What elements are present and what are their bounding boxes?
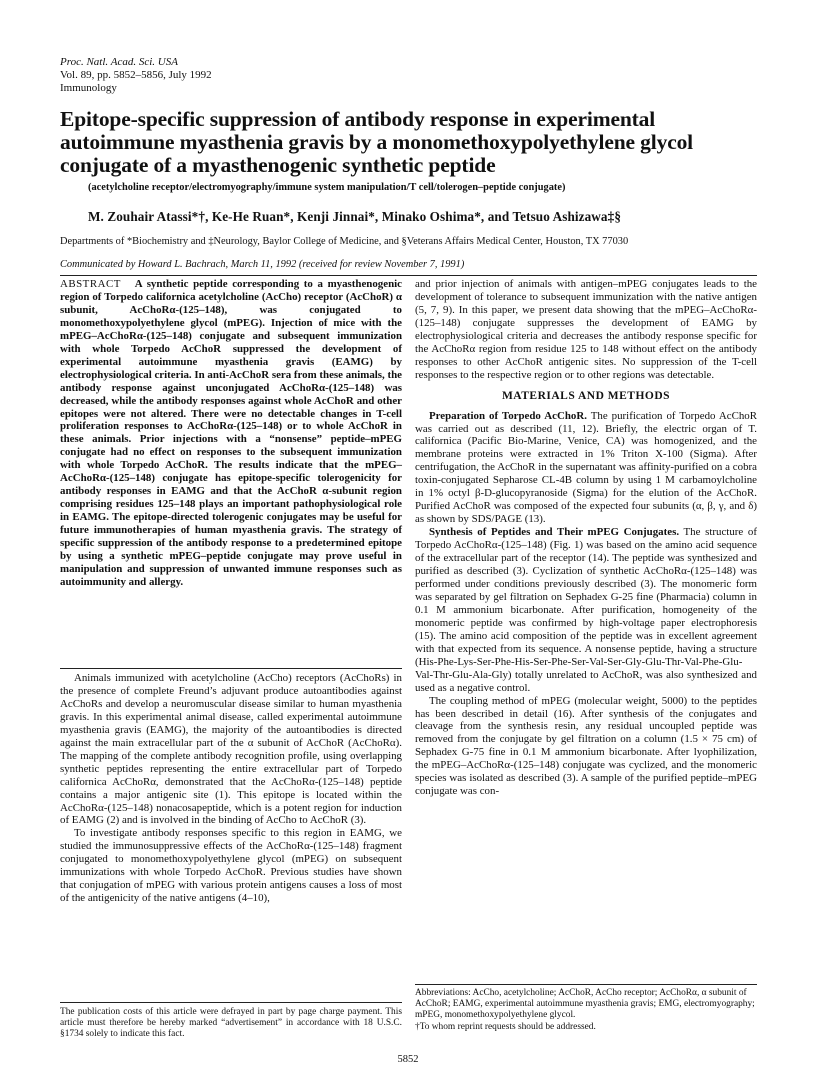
affiliation: Departments of *Biochemistry and ‡Neurology, Baylor College of Medicine, and §Veterans Affairs Medical Center, Houston, TX 77030	[60, 236, 629, 247]
abbreviations-note: Abbreviations: AcCho, acetylcholine; AcChoR, AcCho receptor; AcChoRα, α subunit of AcChoR; EAMG, experimental autoimmune myasthenia gravis; EMG, electromyography; mPEG, monomethoxypolyethylene glycol.	[415, 988, 755, 1021]
abstract-text: A synthetic peptide corresponding to a myasthenogenic region of Torpedo californica acetylcholine (AcCho) receptor (AcChoR) α subunit, AcChoRα-(125–148), was conjugated to monomethoxypolyethylene glycol (mPEG). Injection of mice with the mPEG–AcChoRα-(125–148) conjugate and subsequent immunization with whole Torpedo AcChoR suppressed the development of experimental autoimmune myasthenia gravis (EAMG) by electrophysiological criteria. In anti-AcChoR sera from these animals, the antibody response against unconjugated AcChoRα-(125–148) was decreased, while the antibody responses against whole AcChoR and other epitopes were not altered. There were no detectable changes in T-cell proliferation responses to AcChoRα-(125–148) or to whole AcChoR in these animals. Prior injections with a “nonsense” peptide–mPEG conjugate had no effect on responses to the subsequent immunization with whole Torpedo AcChoR. The results indicate that the mPEG–AcChoRα-(125–148) conjugate has epitope-specific tolerogenicity for antibody responses in EAMG and that the AcChoR α-subunit region comprising residues 125–148 plays an important pathophysiological role in EAMG. The epitope-directed tolerogenic conjugates may be useful for future immunotherapies of human myasthenia gravis. The strategy of specific suppression of the antibody response to a predetermined epitope by using a synthetic mPEG–peptide conjugate may prove useful in manipulation and suppression of unwanted immune responses such as autoimmunity and allergy.	[60, 278, 402, 588]
footnote-rule-left	[60, 1002, 402, 1003]
coupling-paragraph: The coupling method of mPEG (molecular weight, 5000) to the peptides has been described in detail (16). After synthesis of the conjugates and cleavage from the synthesis resin, any residual uncoupled peptide was removed from the conjugate by gel filtration on a column (1.5 × 75 cm) of Sephadex G-75 fine in 0.1 M ammonium bicarbonate. After lyophilization, the mPEG–AcChoRα-(125–148) conjugate was cyclized, and the monomeric species was isolated as described (3). A sample of the purified peptide–mPEG conjugate was con-	[415, 694, 757, 798]
prep-text: The purification of Torpedo AcChoR was carried out as described (11, 12). Briefly, the electric organ of T. californica (Pacific Bio-Marine, Venice, CA) was homogenized, and the membrane proteins were extracted in 1% Triton X-100 (Sigma). After centrifugation, the AcChoR in the supernatant was affinity-purified on a cobra toxin-conjugated Sepharose CL-4B column by using 1 M carbamoylcholine in 1% octyl β-D-glucopyranoside (Sigma) for the elution of the AcChoR. Purified AcChoR was composed of the expected four subunits (α, β, γ, and δ) as shown by SDS/PAGE (13).	[415, 409, 757, 526]
prep-heading: Preparation of Torpedo AcChoR.	[429, 409, 587, 422]
journal-header	[60, 56, 212, 95]
volume-line: Vol. 89, pp. 5852–5856, July 1992	[60, 69, 212, 81]
synth-heading: Synthesis of Peptides and Their mPEG Conjugates.	[429, 526, 680, 539]
author-list: M. Zouhair Atassi*†, Ke-He Ruan*, Kenji Jinnai*, Minako Oshima*, and Tetsuo Ashizawa‡§	[88, 209, 622, 224]
methods-heading: MATERIALS AND METHODS	[501, 389, 671, 402]
header-rule	[60, 275, 757, 276]
intro-paragraph-1: Animals immunized with acetylcholine (AcCho) receptors (AcChoRs) in the presence of complete Freund’s adjuvant produce autoantibodies against AcChoRs and develop a neuromuscular disease similar to human myasthenia gravis. In this experimental animal disease, called experimental autoimmune myasthenia gravis (EAMG), the majority of the autoantibodies is directed against the main extracellular part of the α subunit of AcChoR (AcChoRα). The mapping of the complete antibody recognition profile, using overlapping synthetic peptides representing the entire extracellular part of Torpedo californica AcChoRα, demonstrated that the AcChoRα-(125–148) peptide contains a major antigenic site (1). This epitope is located within the AcChoRα-(125–148) nonacosapeptide, which is a potent region for induction of EAMG (2) and is involved in the binding of AcCho to AcChoR (3).	[60, 672, 402, 827]
intro-paragraph-2: To investigate antibody responses specific to this region in EAMG, we studied the immunosuppressive effects of the AcChoRα-(125–148) fragment conjugated to monomethoxypolyethylene glycol (mPEG) on subsequent immunizations with whole Torpedo AcChoR. Previous studies have shown that conjugation of mPEG with various protein antigens causes a loss of most of the antigenicity of the native antigens (4–10),	[60, 827, 402, 905]
article-title: Epitope-specific suppression of antibody response in experimental autoimmune myasthenia gravis by a monomethoxypolyethylene glycol conjugate of a myasthenogenic synthetic peptide	[60, 107, 694, 177]
intro-continued: and prior injection of animals with antigen–mPEG conjugates leads to the development of tolerance to subsequent immunization with the native antigen (5, 7, 9). In this paper, we present data showing that the mPEG–AcChoRα-(125–148) conjugate suppresses the development of EAMG by electrophysiological criteria and decreases the antibody response specific for the AcChoRα region from residue 125 to 148 without effect on the antibody responses to other AcChoR antigenic sites. No suppression of the T-cell responses to the respective region or to other regions was detectable.	[415, 278, 757, 381]
publication-cost-note: The publication costs of this article were defrayed in part by page charge payment. This article must therefore be hereby marked “advertisement” in accordance with 18 U.S.C. §1734 solely to indicate this fact.	[60, 1007, 402, 1040]
communicated-line: Communicated by Howard L. Bachrach, March 11, 1992 (received for review November 7, 1991)	[60, 259, 465, 270]
abstract-heading: ABSTRACT	[60, 278, 121, 290]
footnotes	[415, 988, 757, 1033]
page-number: 5852	[397, 1054, 419, 1065]
right-column	[415, 278, 757, 798]
synth-text: The structure of Torpedo AcChoRα-(125–148) (Fig. 1) was based on the amino acid sequence of the extracellular part of the receptor (14). The peptide was synthesized and purified as described (3). Cyclization of synthetic AcChoRα-(125–148) was performed under conditions previously described (3). The monomeric form was separated by gel filtration on Sephadex G-25 fine (Pharmacia) column in 0.1 M ammonium bicarbonate. After purification, homogeneity of the monomeric peptide was confirmed by high-voltage paper electrophoresis (15). The amino acid composition of the peptide was in excellent agreement with that expected from its sequence. A nonsense peptide, having a structure (His-Phe-Lys-Ser-Phe-His-Ser-Phe-Ser-Val-Ser-Gly-Glu-Thr-Val-Phe-Glu-Val-Thr-Glu-Ala-Gly) totally unrelated to AcChoR, was also synthesized and used as a negative control.	[415, 526, 757, 694]
footnote-rule-right	[415, 984, 757, 985]
reprint-note: †To whom reprint requests should be addressed.	[415, 1021, 596, 1032]
keywords: (acetylcholine receptor/electromyography/immune system manipulation/T cell/tolerogen–peptide conjugate)	[88, 182, 566, 193]
abstract	[60, 278, 402, 666]
section-label: Immunology	[60, 82, 117, 94]
introduction	[60, 672, 402, 905]
journal-name: Proc. Natl. Acad. Sci. USA	[60, 56, 178, 68]
abstract-rule	[60, 668, 402, 669]
